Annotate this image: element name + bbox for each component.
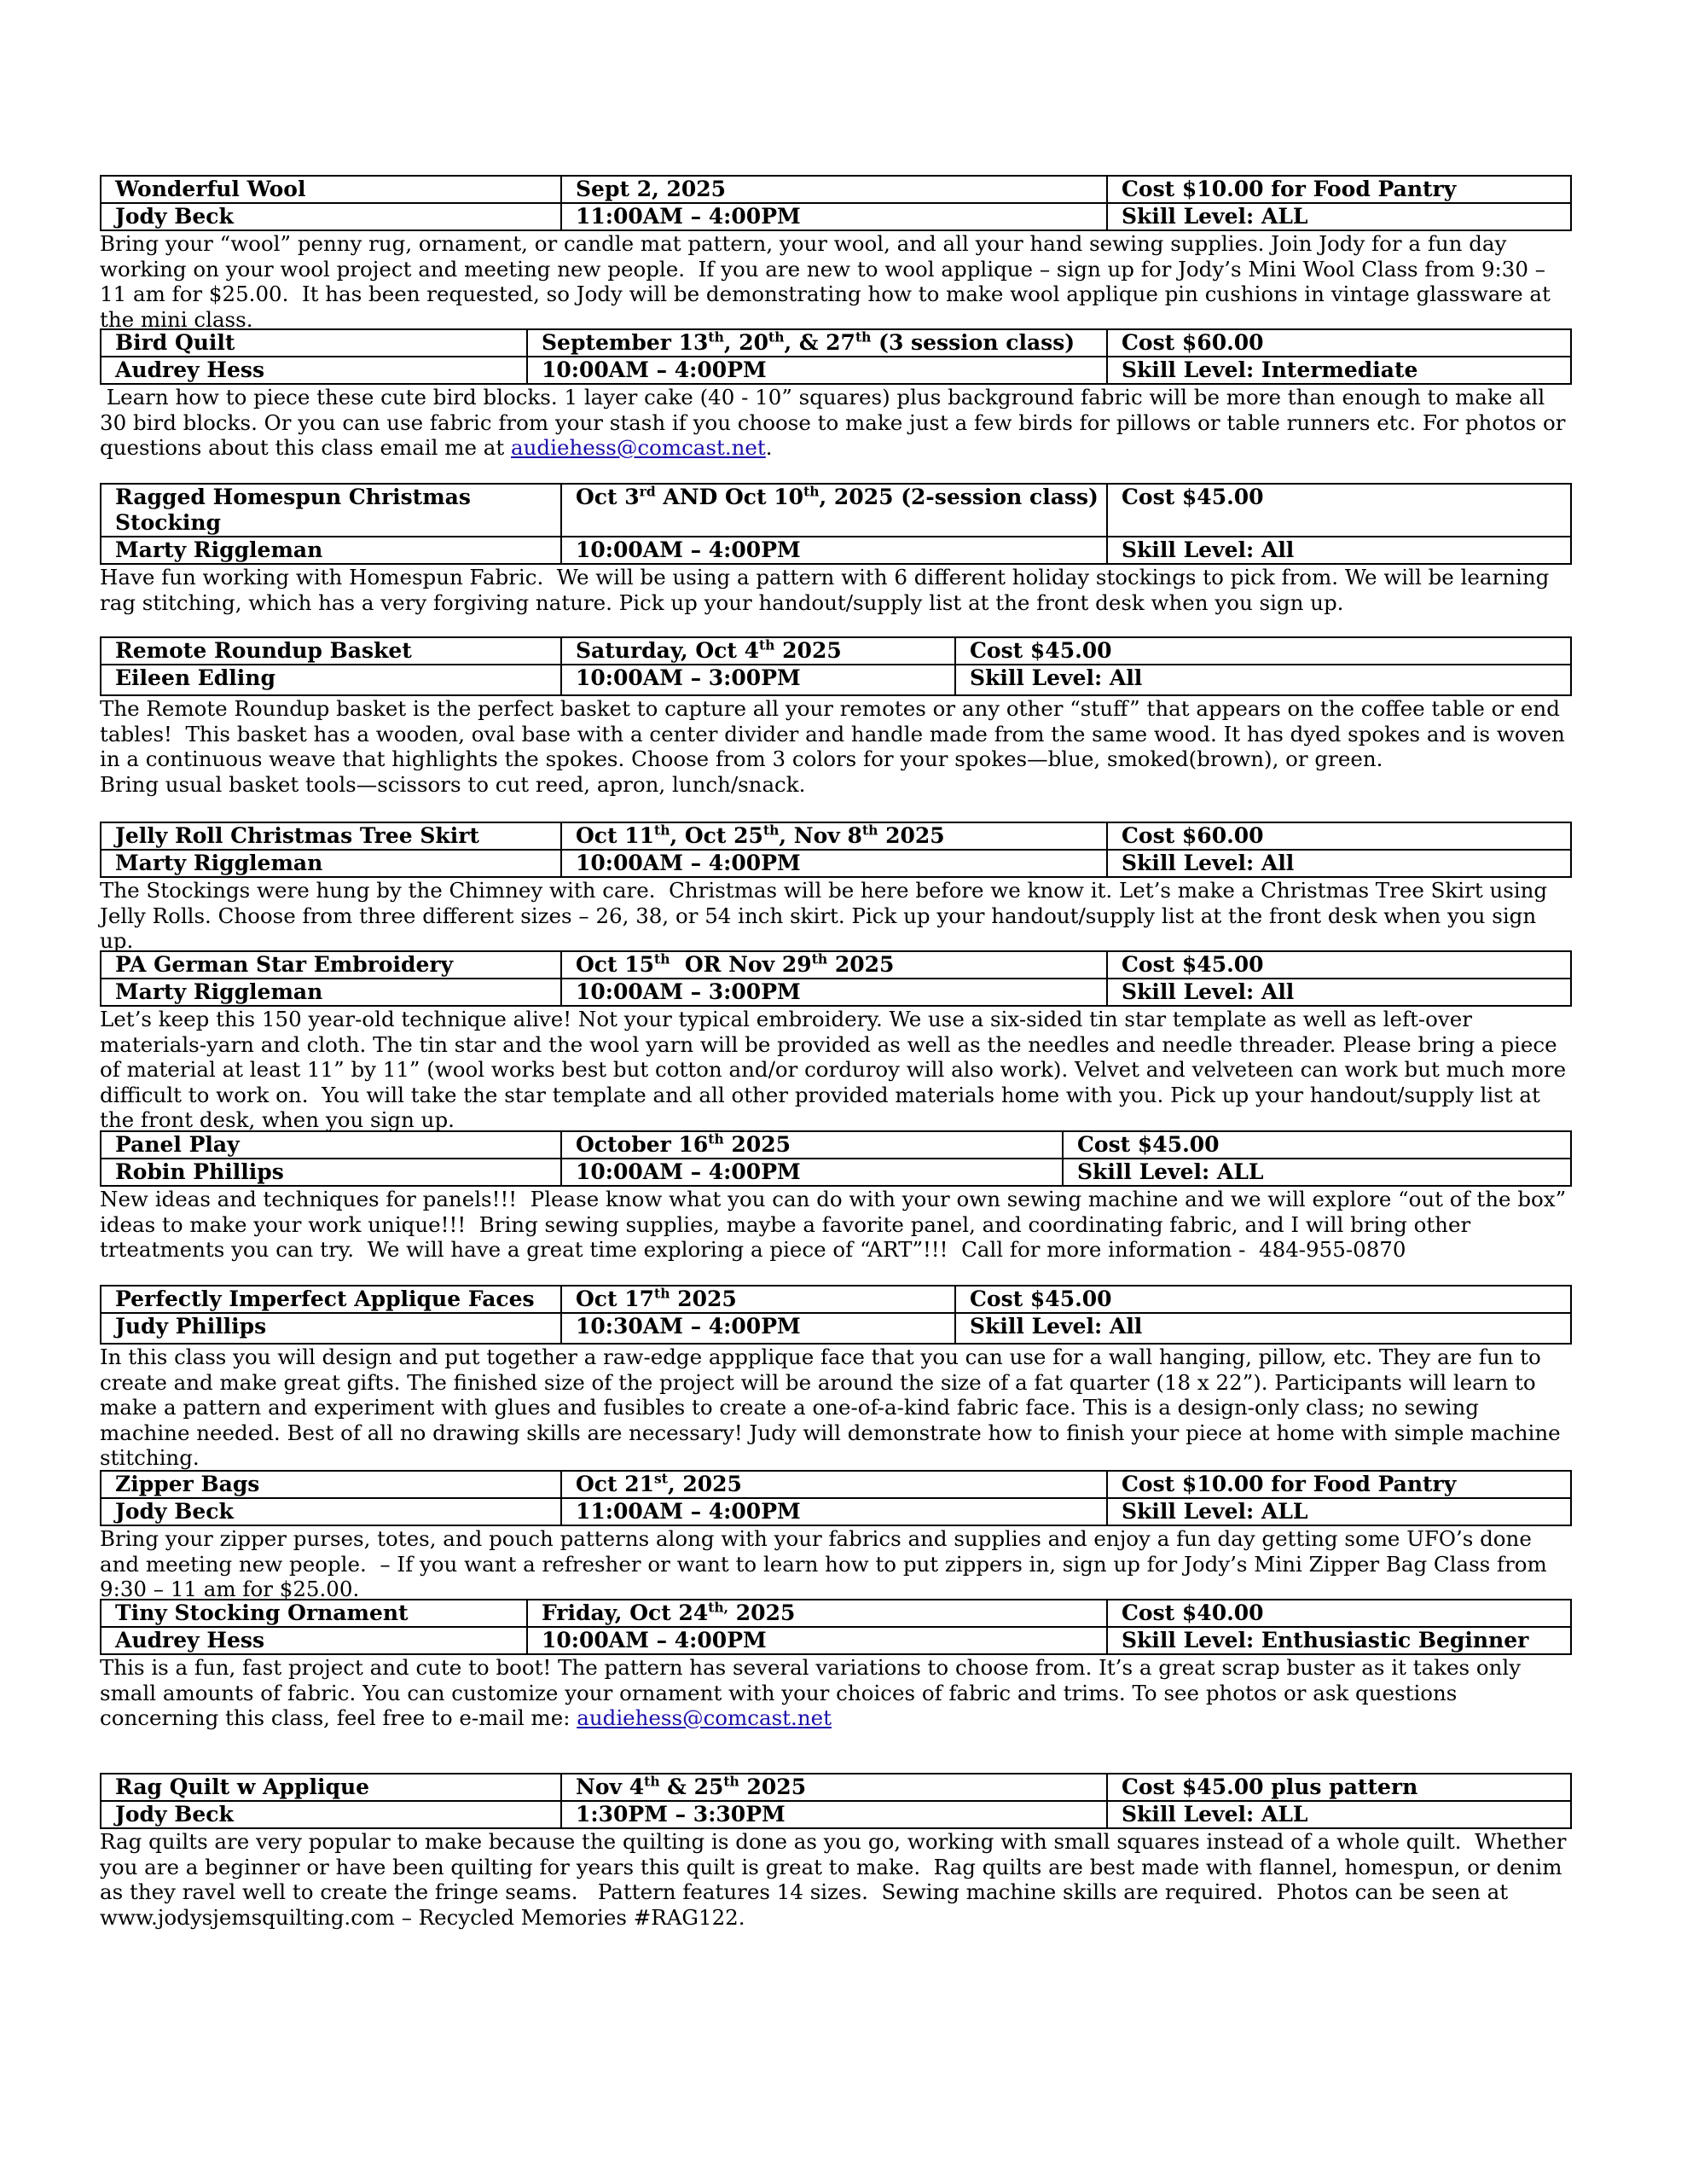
class-skill-level: Skill Level: All — [1107, 979, 1571, 1006]
class-date: September 13th, 20th, & 27th (3 session class) — [527, 329, 1107, 357]
class-cost: Cost $60.00 — [1107, 822, 1571, 850]
class-cost: Cost $45.00 — [1107, 951, 1571, 979]
class-info-table — [100, 328, 1572, 385]
class-info-table — [100, 175, 1572, 231]
class-date: Oct 15th OR Nov 29th 2025 — [561, 951, 1107, 979]
class-info-table — [100, 1130, 1572, 1187]
class-instructor: Audrey Hess — [101, 1627, 527, 1654]
class-info-table — [100, 1285, 1572, 1345]
class-description: The Stockings were hung by the Chimney with care. Christmas will be here before we know it. Let’s make a Christmas Tree Skirt using Jelly Rolls. Choose from three different sizes – 26, 38, or 54 inch skirt. Pick up your handout/supply list at the front desk when you sign up. — [100, 878, 1554, 953]
class-date: Nov 4th & 25th 2025 — [561, 1774, 1107, 1801]
class-title: PA German Star Embroidery — [101, 951, 561, 979]
class-listing — [100, 1130, 1573, 1263]
class-instructor: Judy Phillips — [101, 1313, 561, 1344]
class-description: Have fun working with Homespun Fabric. We will be using a pattern with 6 different holiday stockings to pick from. We will be learning rag stitching, which has a very forgiving nature. Pick up your handout/supply list at the front desk when you sign up. — [100, 565, 1557, 615]
email-link[interactable]: audiehess@comcast.net — [511, 435, 766, 460]
class-listing — [100, 1285, 1570, 1471]
class-description: Let’s keep this 150 year-old technique alive! Not your typical embroidery. We use a six-sided tin star template as well as left-over materials-yarn and cloth. The tin star and the wool yarn will be provided as well as the needles and needle threader. Please bring a piece of material at least 11” by 11” (wool works best but cotton and/or corduroy will also work). Velvet and velveteen can work but much more difficult to work on. You will take the star template and all other provided materials home with you. Pick up your handout/supply list at the front desk, when you sign up. — [100, 1007, 1573, 1132]
class-title: Perfectly Imperfect Applique Faces — [101, 1286, 561, 1313]
class-listing — [100, 175, 1570, 332]
class-skill-level: Skill Level: All — [955, 665, 1571, 695]
class-title: Bird Quilt — [101, 329, 527, 357]
class-skill-level: Skill Level: ALL — [1063, 1159, 1571, 1186]
class-listing — [100, 1599, 1570, 1731]
class-title: Remote Roundup Basket — [101, 637, 561, 665]
class-cost: Cost $45.00 — [955, 637, 1571, 665]
class-info-table — [100, 822, 1572, 878]
class-title: Wonderful Wool — [101, 176, 561, 203]
class-cost: Cost $45.00 — [1063, 1131, 1571, 1159]
class-title: Rag Quilt w Applique — [101, 1774, 561, 1801]
class-skill-level: Skill Level: All — [1107, 850, 1571, 877]
class-date: October 16th 2025 — [561, 1131, 1063, 1159]
class-instructor: Audrey Hess — [101, 357, 527, 384]
class-info-table — [100, 1773, 1572, 1829]
class-date: Oct 3rd AND Oct 10th, 2025 (2-session class) — [561, 484, 1107, 537]
class-cost: Cost $10.00 for Food Pantry — [1107, 1471, 1571, 1498]
class-time: 1:30PM – 3:30PM — [561, 1801, 1107, 1828]
class-date: Sept 2, 2025 — [561, 176, 1107, 203]
class-skill-level: Skill Level: ALL — [1107, 1498, 1571, 1525]
class-description: The Remote Roundup basket is the perfect basket to capture all your remotes or any other “stuff” that appears on the coffee table or end tables! This basket has a wooden, oval base with a center divider and handle made from the same wood. It has dyed spokes and is woven in a continuous weave that highlights the spokes. Choose from 3 colors for your spokes—blue, smoked(brown), or green. Bring usual basket tools—scissors to cut reed, apron, lunch/snack. — [100, 696, 1565, 797]
class-listing — [100, 1470, 1570, 1602]
description-text: This is a fun, fast project and cute to boot! The pattern has several variations to choose from. It’s a great scrap buster as it takes only small amounts of fabric. You can customize your ornament with your choices of fabric and trims. To see photos or ask questions concerning this class, feel free to e-mail me: — [100, 1655, 1528, 1730]
class-instructor: Eileen Edling — [101, 665, 561, 695]
class-skill-level: Skill Level: Enthusiastic Beginner — [1107, 1627, 1571, 1654]
class-description — [100, 385, 1573, 461]
description-text-end: . — [765, 435, 773, 460]
class-skill-level: Skill Level: ALL — [1107, 1801, 1571, 1828]
class-listing — [100, 950, 1573, 1133]
class-title: Zipper Bags — [101, 1471, 561, 1498]
class-instructor: Robin Phillips — [101, 1159, 561, 1186]
class-info-table — [100, 1470, 1572, 1526]
class-skill-level: Skill Level: All — [1107, 537, 1571, 564]
class-info-table — [100, 636, 1572, 696]
class-cost: Cost $60.00 — [1107, 329, 1571, 357]
class-time: 10:00AM – 4:00PM — [561, 1159, 1063, 1186]
class-time: 10:30AM – 4:00PM — [561, 1313, 955, 1344]
class-title: Tiny Stocking Ornament — [101, 1600, 527, 1627]
class-description: In this class you will design and put together a raw-edge appplique face that you can use for a wall hanging, pillow, etc. They are fun to create and make great gifts. The finished size of the project will be around the size of a fat quarter (18 x 22”). Participants will learn to make a pattern and experiment with glues and fusibles to create a one-of-a-kind fabric face. This is a design-only class; no sewing machine needed. Best of all no drawing skills are necessary! Judy will demonstrate how to finish your piece at home with simple machine stitching. — [100, 1345, 1568, 1470]
class-listing — [100, 1773, 1574, 1930]
class-time: 10:00AM – 4:00PM — [561, 850, 1107, 877]
class-date: Oct 21st, 2025 — [561, 1471, 1107, 1498]
class-time: 10:00AM – 4:00PM — [527, 1627, 1107, 1654]
class-listing — [100, 636, 1570, 797]
class-cost: Cost $10.00 for Food Pantry — [1107, 176, 1571, 203]
class-listing — [100, 328, 1573, 461]
class-description: Rag quilts are very popular to make because the quilting is done as you go, working with small squares instead of a whole quilt. Whether you are a beginner or have been quilting for years this quilt is great to make. Rag quilts are best made with flannel, homespun, or denim as they ravel well to create the fringe seams. Pattern features 14 sizes. Sewing machine skills are required. Photos can be seen at www.jodysjemsquilting.com – Recycled Memories #RAG122. — [100, 1829, 1574, 1930]
class-skill-level: Skill Level: All — [955, 1313, 1571, 1344]
class-title: Panel Play — [101, 1131, 561, 1159]
class-date: Saturday, Oct 4th 2025 — [561, 637, 955, 665]
email-link[interactable]: audiehess@comcast.net — [577, 1705, 832, 1730]
class-info-table — [100, 483, 1572, 565]
class-instructor: Jody Beck — [101, 1801, 561, 1828]
class-listing — [100, 483, 1570, 615]
class-listing — [100, 822, 1570, 954]
class-time: 10:00AM – 3:00PM — [561, 979, 1107, 1006]
class-cost: Cost $40.00 — [1107, 1600, 1571, 1627]
class-instructor: Marty Riggleman — [101, 537, 561, 564]
class-title: Ragged Homespun Christmas Stocking — [101, 484, 561, 537]
class-description: Bring your “wool” penny rug, ornament, or candle mat pattern, your wool, and all your hand sewing supplies. Join Jody for a fun day working on your wool project and meeting new people. If you are new to wool applique – sign up for Jody’s Mini Wool Class from 9:30 – 11 am for $25.00. It has been requested, so Jody will be demonstrating how to make wool applique pin cushions in vintage glassware at the mini class. — [100, 231, 1557, 332]
class-title: Jelly Roll Christmas Tree Skirt — [101, 822, 561, 850]
class-cost: Cost $45.00 plus pattern — [1107, 1774, 1571, 1801]
class-cost: Cost $45.00 — [955, 1286, 1571, 1313]
class-info-table — [100, 1599, 1572, 1655]
class-time: 10:00AM – 3:00PM — [561, 665, 955, 695]
class-description — [100, 1655, 1570, 1731]
class-time: 10:00AM – 4:00PM — [527, 357, 1107, 384]
class-instructor: Jody Beck — [101, 203, 561, 230]
class-cost: Cost $45.00 — [1107, 484, 1571, 537]
class-date: Oct 11th, Oct 25th, Nov 8th 2025 — [561, 822, 1107, 850]
class-date: Friday, Oct $24^{th,}$ 2025 — [527, 1600, 1107, 1627]
class-time: 11:00AM – 4:00PM — [561, 1498, 1107, 1525]
class-date: Oct 17th 2025 — [561, 1286, 955, 1313]
class-description: New ideas and techniques for panels!!! Please know what you can do with your own sewing machine and we will explore “out of the box” ideas to make your work unique!!! Bring sewing supplies, maybe a favorite panel, and coordinating fabric, and I will bring other trteatments you can try. We will have a great time exploring a piece of “ART”!!! Call for more information - 484-955-0870 — [100, 1187, 1573, 1262]
class-skill-level: Skill Level: ALL — [1107, 203, 1571, 230]
class-instructor: Marty Riggleman — [101, 850, 561, 877]
class-info-table — [100, 950, 1572, 1007]
class-skill-level: Skill Level: Intermediate — [1107, 357, 1571, 384]
description-text: Learn how to piece these cute bird blocks. 1 layer cake (40 - 10” squares) plus background fabric will be more than enough to make all 30 bird blocks. Or you can use fabric from your stash if you choose to make just a few birds for pillows or table runners etc. For photos or questions about this class email me at — [100, 385, 1573, 460]
class-instructor: Marty Riggleman — [101, 979, 561, 1006]
class-time: 11:00AM – 4:00PM — [561, 203, 1107, 230]
class-description: Bring your zipper purses, totes, and pouch patterns along with your fabrics and supplies and enjoy a fun day getting some UFO’s done and meeting new people. – If you want a refresher or want to learn how to put zippers in, sign up for Jody’s Mini Zipper Bag Class from 9:30 – 11 am for $25.00. — [100, 1526, 1554, 1601]
class-time: 10:00AM – 4:00PM — [561, 537, 1107, 564]
class-instructor: Jody Beck — [101, 1498, 561, 1525]
